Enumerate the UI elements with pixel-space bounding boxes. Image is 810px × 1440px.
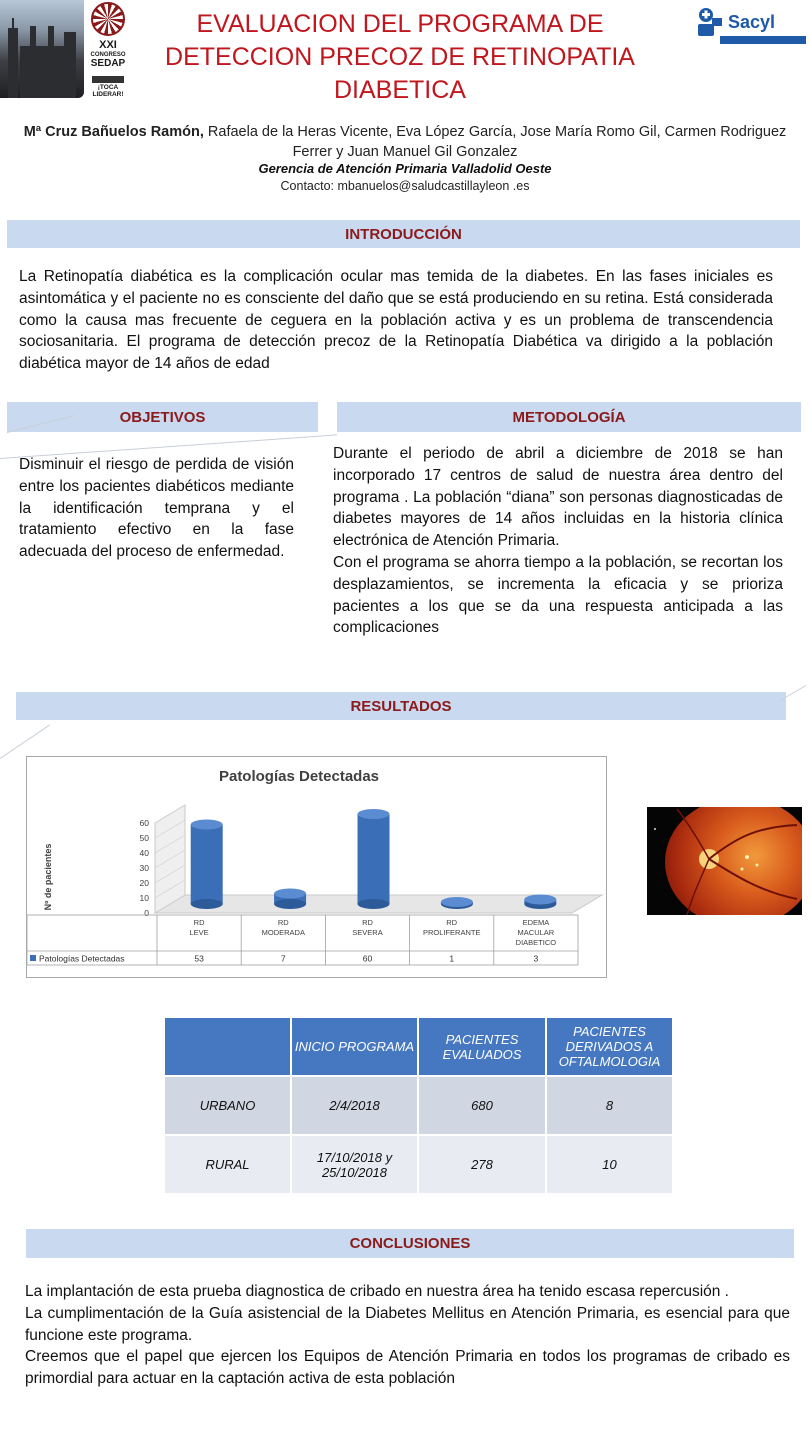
organization: Gerencia de Atención Primaria Valladolid Oeste xyxy=(258,161,552,176)
table-cell: URBANO xyxy=(165,1077,290,1134)
chart-bar xyxy=(441,897,473,909)
conclusiones-text: La implantación de esta prueba diagnostica de cribado en nuestra área ha tenido escasa repercusión . La cumplimentación de la Guía asistencial de la Diabetes Mellitus en Atención Primaria, es esencial para que funcione este programa. Creemos que el papel que ejercen los Equipos de Atención Primaria en todos los programas de cribado es primordial para actuar en la captación activa de esta población xyxy=(25,1283,790,1388)
table-cell: 2/4/2018 xyxy=(292,1077,417,1134)
chart-data-label: 3 xyxy=(533,953,539,964)
section-heading-conclusiones: CONCLUSIONES xyxy=(26,1229,794,1258)
retina-photo xyxy=(647,807,802,915)
table-cell: 10 xyxy=(547,1136,672,1193)
section-heading-resultados: RESULTADOS xyxy=(16,692,786,720)
metodologia-text: Durante el periodo de abril a diciembre de 2018 se han incorporado 17 centros de salud de nuestra área dentro del programa . La población “diana” son personas diagnosticadas de diabetes mayores de 14 años incluidas en la historia clínica electrónica de Atención Primaria. Con el programa se ahorra tiempo a la población, se recortan los desplazamientos, se incrementa la eficacia y se prioriza pacientes a los que se da una respuesta anticipada a las complicaciones xyxy=(333,445,783,637)
chart-legend-swatch xyxy=(30,955,36,961)
table-header-cell: PACIENTES EVALUADOS xyxy=(419,1018,545,1075)
chart-category-label: RD MODERADA xyxy=(261,918,305,937)
chart-bar-base xyxy=(191,899,223,909)
chart-y-tick: 40 xyxy=(139,848,149,858)
chart-data-label: 53 xyxy=(194,953,204,964)
chart-y-tick: 50 xyxy=(139,833,149,843)
chart-title: Patologías Detectadas xyxy=(218,768,380,785)
chart-bar-top xyxy=(274,889,306,899)
table-cell: 680 xyxy=(419,1077,545,1134)
authors: Mª Cruz Bañuelos Ramón, Rafaela de la Heras Vicente, Eva López García, Jose María Romo Gil, Carmen Rodriguez Ferrer y Juan Manuel Gil Gonzalez xyxy=(23,124,787,160)
section-heading-metodologia: METODOLOGÍA xyxy=(337,402,801,432)
retina-vessels-icon xyxy=(647,807,802,915)
table-row xyxy=(165,1077,672,1134)
contact-email: Contacto: mbanuelos@saludcastillayleon .es xyxy=(280,179,530,193)
chart-y-tick: 20 xyxy=(139,878,149,888)
chart-category-label: RD PROLIFERANTE xyxy=(422,918,481,937)
chart-category-label: RD LEVE xyxy=(189,918,209,937)
objetivos-text: Disminuir el riesgo de perdida de visión entre los pacientes diabéticos mediante la identificación temprana y el tratamiento efectivo en la fase adecuada del proceso de enfermedad. xyxy=(19,456,294,561)
table-header-cell: INICIO PROGRAMA xyxy=(292,1018,417,1075)
chart-bar-top xyxy=(524,895,556,905)
chart-data-label: 1 xyxy=(449,953,455,964)
table-cell: 278 xyxy=(419,1136,545,1193)
chart-svg xyxy=(27,757,605,976)
chart-legend-label: Patologías Detectadas xyxy=(39,953,125,964)
chart-category-label: EDEMA MACULAR DIABETICO xyxy=(515,918,557,947)
chart-bar xyxy=(524,895,556,910)
chart-data-label: 60 xyxy=(362,953,373,964)
chart-y-label: Nº de pacientes xyxy=(43,843,53,911)
congress-logo: XXI CONGRESO SEDAP ¡TOCA LIDERAR! xyxy=(88,0,128,98)
chart-bar-top xyxy=(441,897,473,907)
cathedral-photo xyxy=(0,0,84,98)
section-heading-objetivos: OBJETIVOS xyxy=(7,402,318,432)
section-heading-introduccion: INTRODUCCIÓN xyxy=(7,220,800,248)
pathologies-chart xyxy=(26,756,607,978)
sacyl-cross-icon xyxy=(696,6,724,38)
chart-y-tick: 30 xyxy=(139,863,149,873)
chart-bar-base xyxy=(274,899,306,909)
table-header-cell: PACIENTES DERIVADOS A OFTALMOLOGIA xyxy=(547,1018,672,1075)
chart-bar-body xyxy=(358,814,390,904)
chart-bar-body xyxy=(191,825,223,905)
chart-y-tick: 60 xyxy=(139,818,149,828)
table-row xyxy=(165,1136,672,1193)
chart-data-label: 7 xyxy=(280,953,286,964)
chart-bar xyxy=(191,820,223,910)
table-cell: RURAL xyxy=(165,1136,290,1193)
introduccion-text: La Retinopatía diabética es la complicación ocular mas temida de la diabetes. En las fases iniciales es asintomática y el paciente no es consciente del daño que se está produciendo en su retina. Está considerada como la causa mas frecuente de ceguera en la población activa y es un problema de transcendencia sociosanitaria. El programa de detección precoz de la Retinopatía Diabética va dirigido a la población diabética mayor de 14 años de edad xyxy=(19,268,773,373)
table-header-cell xyxy=(165,1018,290,1075)
congress-emblem-icon xyxy=(91,2,125,36)
chart-y-tick: 0 xyxy=(144,908,149,918)
table-header-row xyxy=(165,1018,672,1075)
chart-bar xyxy=(358,809,390,909)
table-cell: 8 xyxy=(547,1077,672,1134)
sacyl-logo: Sacyl xyxy=(690,4,806,46)
chart-bar-top xyxy=(191,820,223,830)
table-cell: 17/10/2018 y 25/10/2018 xyxy=(292,1136,417,1193)
chart-category-label: RD SEVERA xyxy=(352,918,383,937)
chart-y-tick: 10 xyxy=(139,893,149,903)
chart-bar-top xyxy=(358,809,390,819)
chart-bar-base xyxy=(358,899,390,909)
chart-bar xyxy=(274,889,306,910)
poster-title: EVALUACION DEL PROGRAMA DE DETECCION PRECOZ DE RETINOPATIA DIABETICA xyxy=(165,10,635,104)
results-table xyxy=(163,1016,674,1195)
